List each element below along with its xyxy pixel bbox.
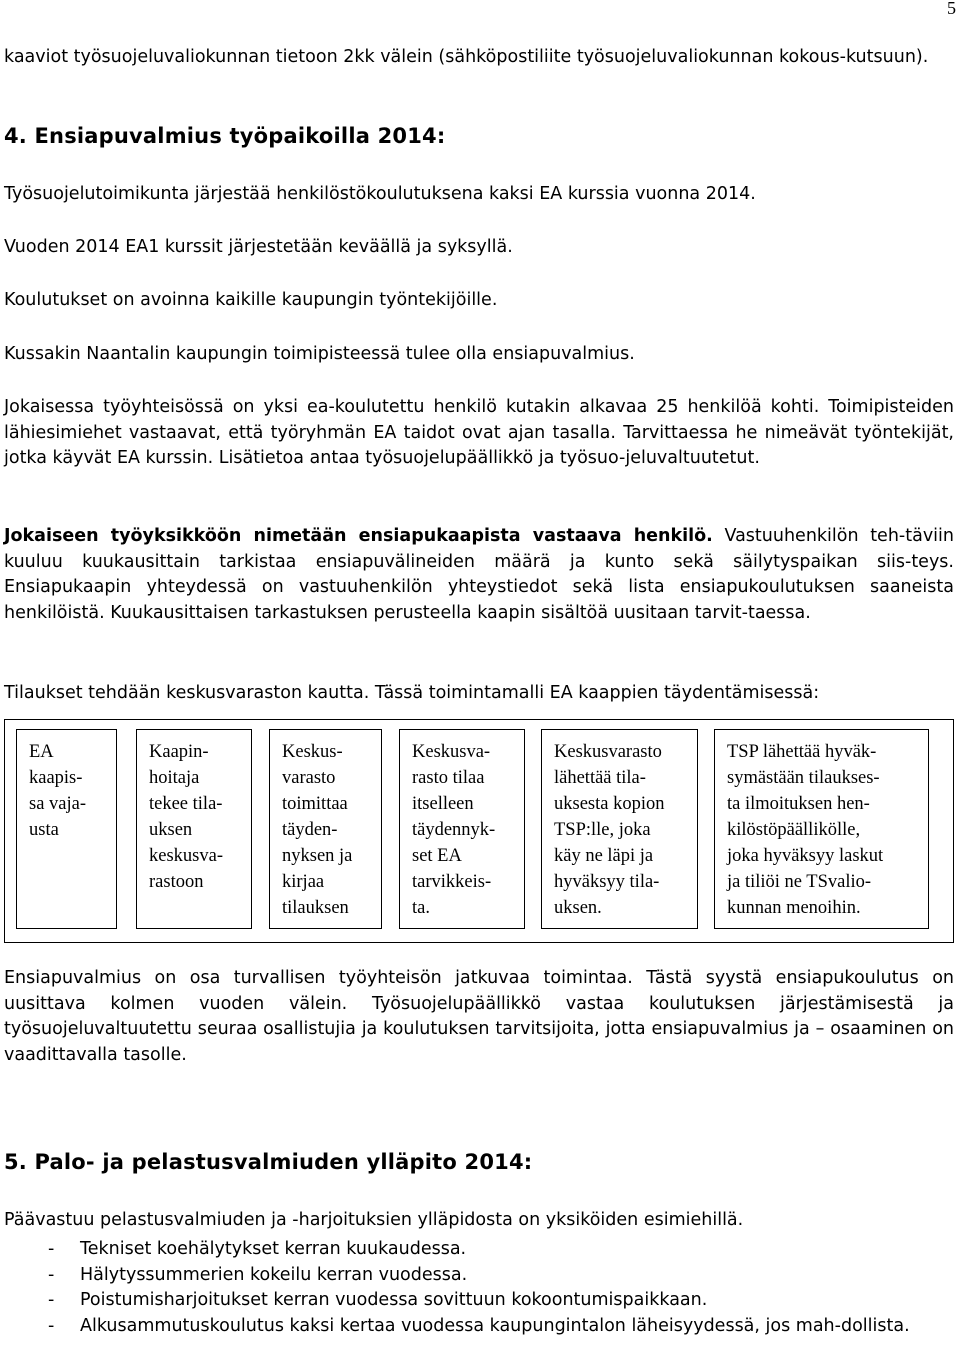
list-item: - Tekniset koehälytykset kerran kuukaudessa. (48, 1239, 467, 1259)
section-4-paragraph-7: Tilaukset tehdään keskusvaraston kautta. Tässä toimintamalli EA kaappien täydentämisessä: (4, 683, 820, 703)
section-4-paragraph-2: Vuoden 2014 EA1 kurssit järjestetään keväällä ja syksyllä. (4, 237, 513, 257)
section-4-paragraph-6 (4, 524, 954, 626)
list-item: - Alkusammutuskoulutus kaksi kertaa vuodessa kaupungintalon läheisyydessä, jos mah-dollista. (48, 1315, 910, 1336)
flow-step-1: EA kaapis- sa vaja- usta (16, 729, 117, 929)
section-4-paragraph-1: Työsuojelutoimikunta järjestää henkilöstökoulutuksena kaksi EA kurssia vuonna 2014. (4, 184, 756, 204)
section-5-paragraph-1: Päävastuu pelastusvalmiuden ja -harjoituksien ylläpidosta on yksiköiden esimiehillä. (4, 1210, 744, 1230)
list-item: - Hälytyssummerien kokeilu kerran vuodessa. (48, 1264, 468, 1285)
list-item: - Poistumisharjoitukset kerran vuodessa sovittuun kokoontumispaikkaan. (48, 1290, 708, 1310)
flow-diagram (4, 719, 954, 943)
flow-step-2: Kaapin- hoitaja tekee tila- uksen keskusva- rastoon (136, 729, 252, 929)
section-4-paragraph-3: Koulutukset on avoinna kaikille kaupungin työntekijöille. (4, 290, 498, 310)
flow-step-5: Keskusvarasto lähettää tila- uksesta kopion TSP:lle, joka käy ne läpi ja hyväksyy tila- uksen. (541, 729, 698, 929)
section-4-heading: 4. Ensiapuvalmius työpaikoilla 2014: (4, 124, 446, 148)
section-4-paragraph-8: Ensiapuvalmius on osa turvallisen työyhteisön jatkuvaa toimintaa. Tästä syystä ensiapukoulutus on uusittava kolmen vuoden välein. Työsuojelupäällikkö vastaa koulutuksen järjestämisestä ja työsuojeluvaltuutettu seuraa osallistujia ja koulutuksen tarvitsijoita, jotta ensiapuvalmius ja – osaaminen on vaadittavalla tasolle. (4, 968, 954, 1065)
flow-step-3: Keskus- varasto toimittaa täyden- nyksen ja kirjaa tilauksen (269, 729, 382, 929)
flow-step-4: Keskusva- rasto tilaa itselleen täydennyk- set EA tarvikkeis- ta. (399, 729, 525, 929)
responsible-person-duties: Vastuuhenkilön teh-täviin kuuluu kuukausittain tarkistaa ensiapuvälineiden määrä ja kunto sekä säilytyspaikan siis-teys. Ensiapukaapin yhteydessä on vastuuhenkilön yhteystiedot sekä lista ensiapukoulutuksen saaneista henkilöistä. Kuukausittaisen tarkastuksen perusteella kaapin sisältöä uusitaan tarvit-taessa. (4, 526, 954, 623)
flow-step-6: TSP lähettää hyväk- symästään tilaukses- ta ilmoituksen hen- kilöstöpäällikölle, joka hyväksyy laskut ja tiliöi ne TSvalio- kunnan menoihin. (714, 729, 929, 929)
responsible-person-statement: Jokaiseen työyksikköön nimetään ensiapukaapista vastaava henkilö. (4, 526, 713, 546)
page-number: 5 (947, 0, 956, 18)
section-4-paragraph-4: Kussakin Naantalin kaupungin toimipisteessä tulee olla ensiapuvalmius. (4, 344, 635, 364)
section-4-paragraph-5: Jokaisessa työyhteisössä on yksi ea-koulutettu henkilö kutakin alkavaa 25 henkilöä kohti. Toimipisteiden lähiesimiehet vastaavat, että työryhmän EA taidot ovat ajan tasalla. Tarvittaessa he nimeävät työntekijät, jotka käyvät EA kurssin. Lisätietoa antaa työsuojelupäällikkö ja työsuo-jeluvaltuutetut. (4, 397, 954, 468)
intro-paragraph: kaaviot työsuojeluvaliokunnan tietoon 2kk välein (sähköpostiliite työsuojeluvaliokunnan kokous-kutsuun). (4, 47, 929, 67)
section-5-heading: 5. Palo- ja pelastusvalmiuden ylläpito 2014: (4, 1150, 533, 1174)
fire-safety-list (4, 1237, 954, 1339)
